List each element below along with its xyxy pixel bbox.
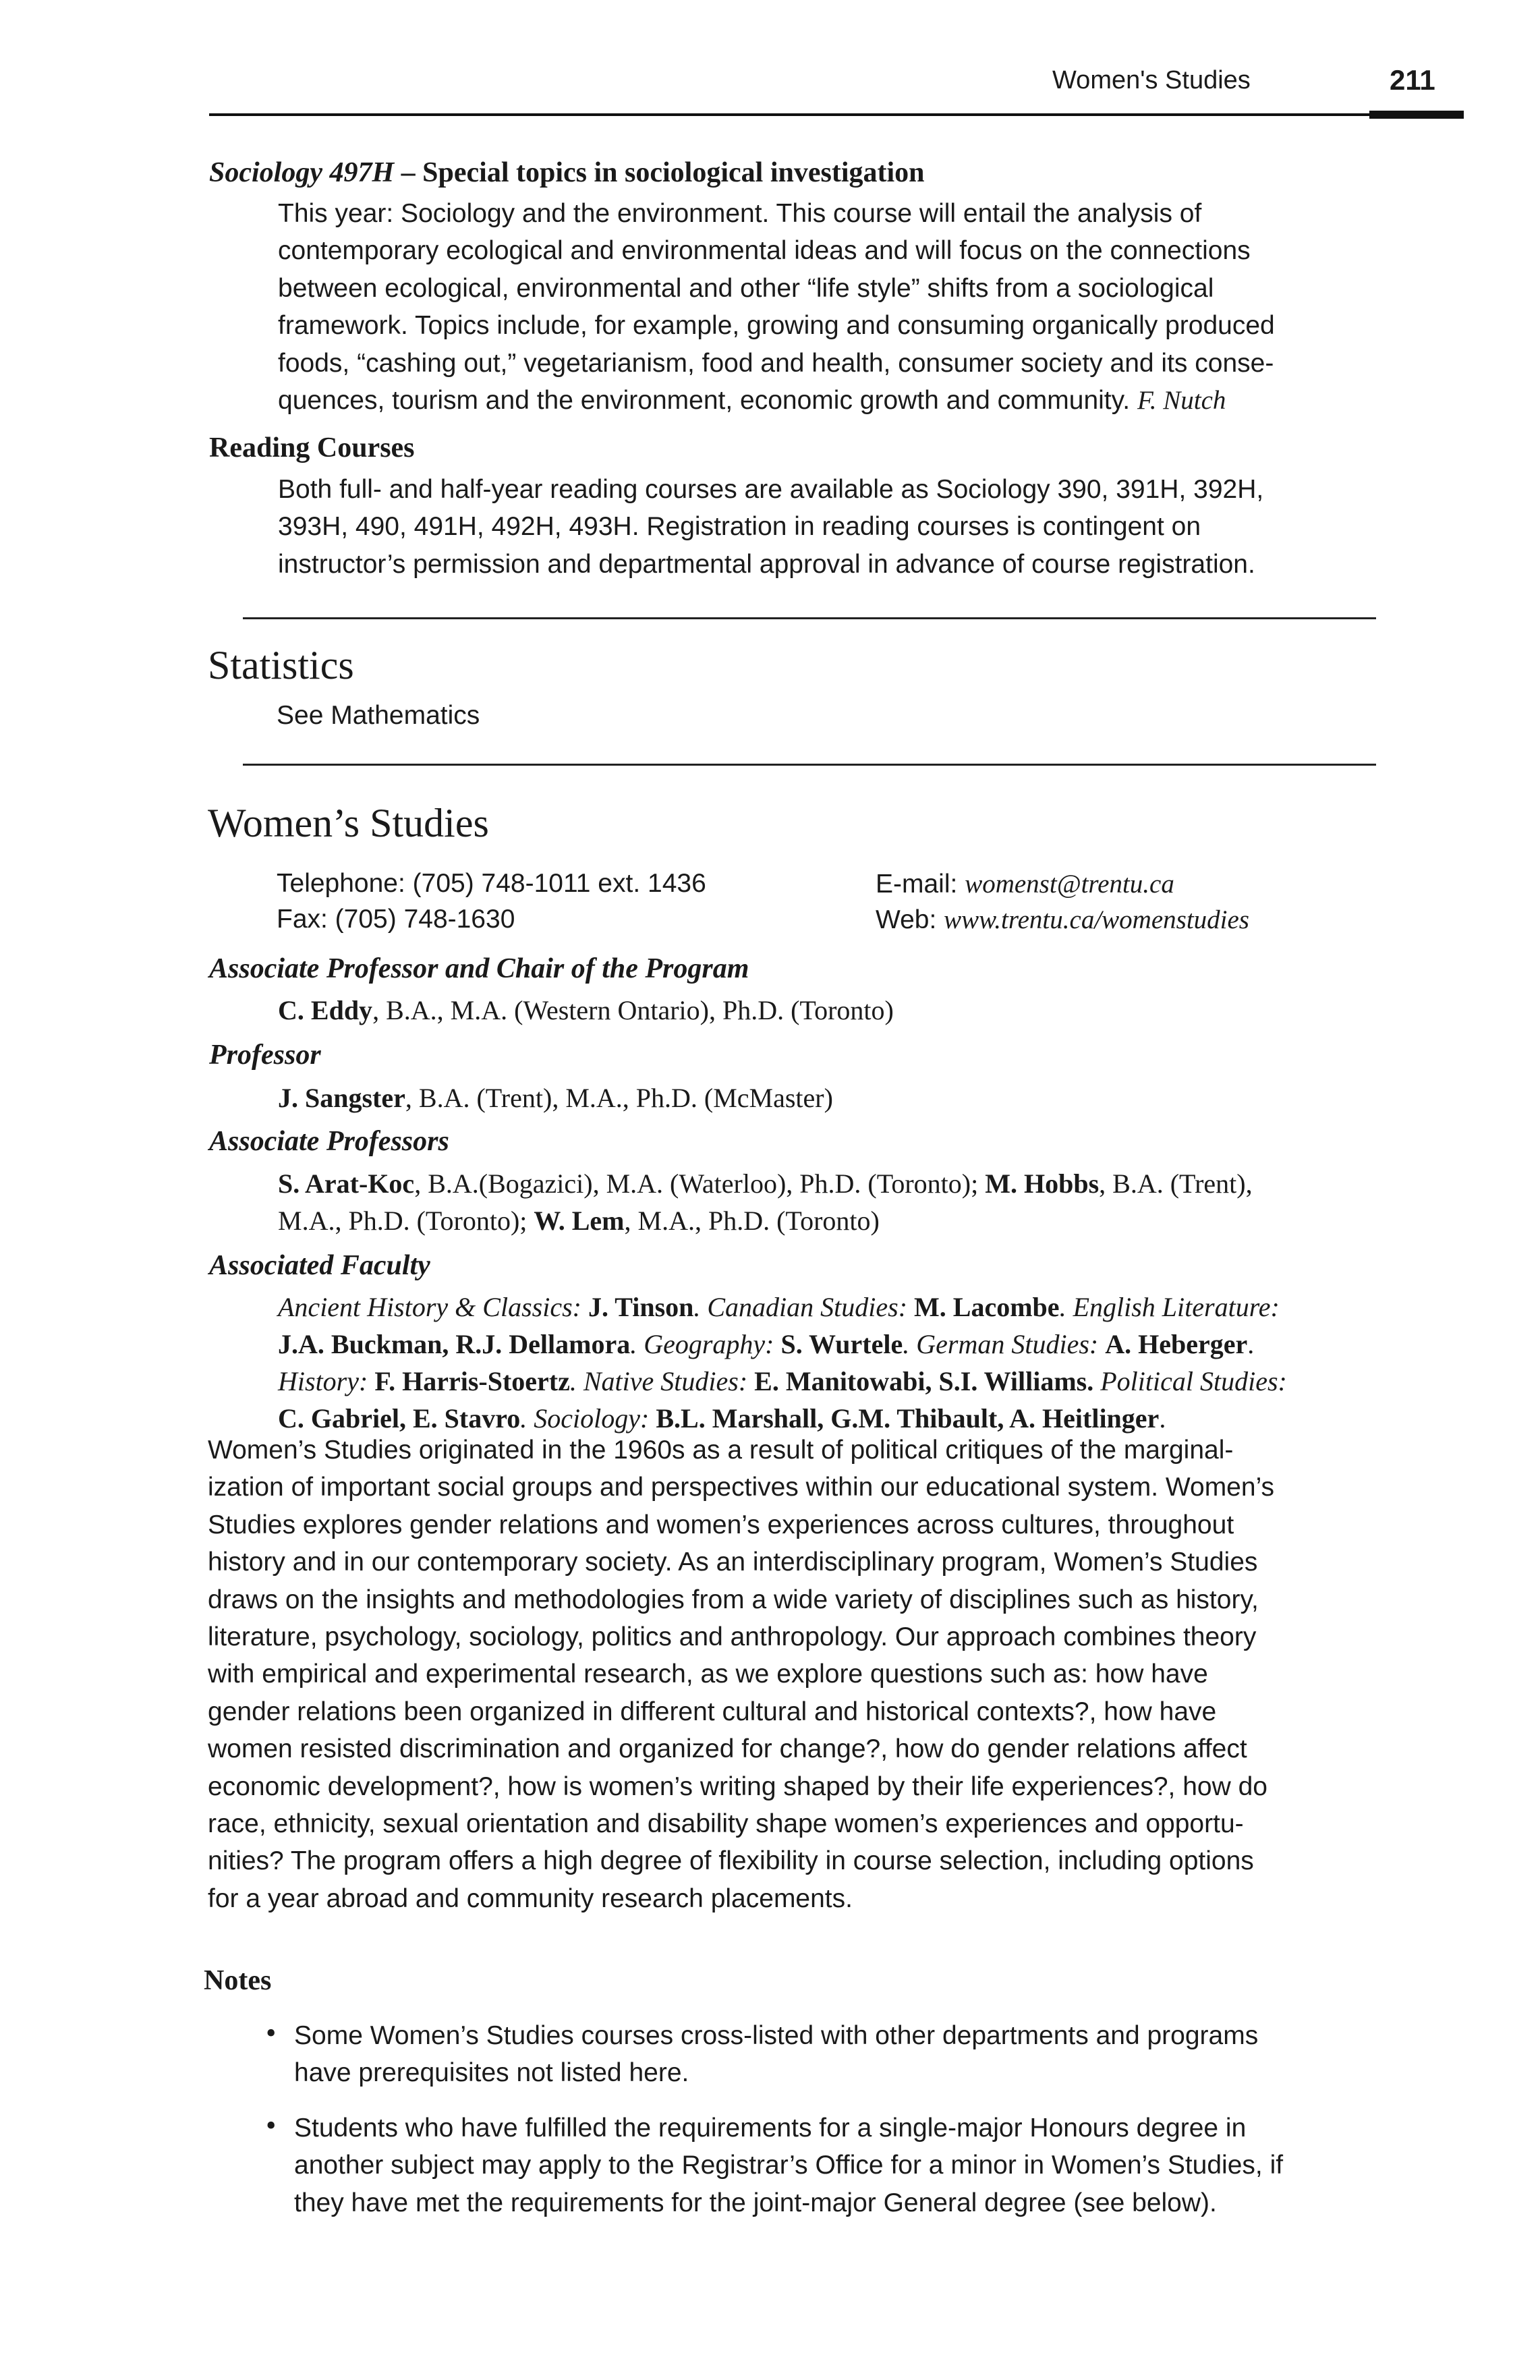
notes-heading: Notes (204, 1965, 272, 1996)
chair-entry: C. Eddy, B.A., M.A. (Western Ontario), Ph.D. (Toronto) (278, 995, 894, 1025)
page-number: 211 (1390, 64, 1435, 96)
associated-faculty-entry: Ancient History & Classics: J. Tinson. Canadian Studies: M. Lacombe. English Literature: J.A. Buckman, R.J. Dellamora. Geography: S. Wurtele. German Studies: A. Heberger. History: F. Harris-Stoertz. Native Studies: E. Manitowabi, S.I. Williams. Political Studies: C. Gabriel, E. Stavro. Sociology: B.L. Marshall, G.M. Thibault, A. Heitlinger. (278, 1292, 1287, 1434)
statistics-heading: Statistics (208, 643, 354, 687)
intro-line: nities? The program offers a high degree of flexibility in course selection, including options (208, 1846, 1254, 1876)
intro-line: women resisted discrimination and organized for change?, how do gender relations affect (208, 1734, 1247, 1764)
note-line: another subject may apply to the Registrar’s Office for a minor in Women’s Studies, if (294, 2151, 1284, 2180)
note-line: Students who have fulfilled the requirements for a single-major Honours degree in (294, 2114, 1247, 2143)
chair-heading: Associate Professor and Chair of the Program (209, 953, 749, 984)
running-header-title: Women's Studies (1052, 66, 1251, 94)
intro-line: draws on the insights and methodologies from a wide variety of disciplines such as history, (208, 1585, 1259, 1614)
bullet-icon: • (266, 2016, 277, 2049)
note-line: they have met the requirements for the joint-major General degree (see below). (294, 2188, 1217, 2217)
intro-line: race, ethnicity, sexual orientation and disability shape women’s experiences and opportu- (208, 1809, 1244, 1839)
course-description-line: foods, “cashing out,” vegetarianism, food and health, consumer society and its conse- (278, 348, 1274, 378)
associated-faculty-heading: Associated Faculty (209, 1250, 430, 1281)
statistics-see-also: See Mathematics (277, 701, 480, 730)
note-line: Some Women’s Studies courses cross-listed with other departments and programs (294, 2021, 1259, 2050)
reading-courses-heading: Reading Courses (209, 432, 415, 463)
web-link[interactable]: www.trentu.ca/womenstudies (944, 905, 1249, 934)
section-divider (243, 764, 1376, 766)
course-separator: – (394, 157, 423, 188)
course-instructor: F. Nutch (1137, 386, 1226, 416)
course-description-line: between ecological, environmental and other “life style” shifts from a sociological (278, 273, 1214, 303)
intro-line: gender relations been organized in different cultural and historical contexts?, how have (208, 1697, 1217, 1726)
note-item (294, 2109, 1441, 2221)
course-description-line: framework. Topics include, for example, growing and consuming organically produced (278, 311, 1275, 341)
program-introduction (208, 1432, 1449, 1917)
header-rule (209, 113, 1464, 116)
reading-courses-line: 393H, 490, 491H, 492H, 493H. Registration in reading courses is contingent on (278, 512, 1201, 542)
course-description-line: This year: Sociology and the environment. This course will entail the analysis of (278, 199, 1202, 228)
reading-courses-line: instructor’s permission and departmental approval in advance of course registration. (278, 549, 1255, 579)
associate-professors-heading: Associate Professors (209, 1126, 449, 1157)
intro-line: literature, psychology, sociology, politics and anthropology. Our approach combines theory (208, 1622, 1257, 1652)
course-description-line: contemporary ecological and environmental ideas and will focus on the connections (278, 236, 1251, 266)
email: E-mail: womenst@trentu.ca (876, 870, 1174, 899)
reading-courses-text (278, 471, 1438, 583)
intro-line: Women’s Studies originated in the 1960s as a result of political critiques of the marginal- (208, 1436, 1234, 1465)
course-code: Sociology 497H (209, 157, 395, 188)
associate-professors-entry: S. Arat-Koc, B.A.(Bogazici), M.A. (Waterloo), Ph.D. (Toronto); M. Hobbs, B.A. (Trent), M.A., Ph.D. (Toronto); W. Lem, M.A., Ph.D. (Toronto) (278, 1168, 1253, 1236)
intro-line: with empirical and experimental research, as we explore questions such as: how have (208, 1660, 1208, 1689)
note-line: have prerequisites not listed here. (294, 2058, 689, 2088)
course-heading (209, 157, 925, 189)
bullet-icon: • (266, 2109, 277, 2142)
course-description (278, 195, 1438, 419)
header-rule-accent (1369, 111, 1464, 119)
intro-line: Studies explores gender relations and women’s experiences across cultures, throughout (208, 1510, 1234, 1539)
womens-studies-heading: Women’s Studies (208, 801, 489, 845)
note-item (294, 2017, 1441, 2092)
web: Web: www.trentu.ca/womenstudies (876, 905, 1249, 934)
intro-line: history and in our contemporary society. As an interdisciplinary program, Women’s Studies (208, 1548, 1258, 1577)
telephone: Telephone: (705) 748-1011 ext. 1436 (277, 869, 706, 898)
reading-courses-line: Both full- and half-year reading courses are available as Sociology 390, 391H, 392H, (278, 475, 1264, 504)
professor-heading: Professor (209, 1040, 321, 1071)
email-link[interactable]: womenst@trentu.ca (965, 870, 1174, 899)
intro-line: for a year abroad and community research placements. (208, 1883, 853, 1913)
fax: Fax: (705) 748-1630 (277, 905, 515, 934)
intro-line: economic development?, how is women’s writing shaped by their life experiences?, how do (208, 1772, 1267, 1801)
section-divider (243, 617, 1376, 619)
course-title: Special topics in sociological investigation (422, 157, 925, 188)
course-description-line: quences, tourism and the environment, economic growth and community. F. Nutch (278, 386, 1226, 416)
intro-line: ization of important social groups and perspectives within our educational system. Women’s (208, 1473, 1275, 1502)
professor-entry: J. Sangster, B.A. (Trent), M.A., Ph.D. (McMaster) (278, 1083, 833, 1113)
